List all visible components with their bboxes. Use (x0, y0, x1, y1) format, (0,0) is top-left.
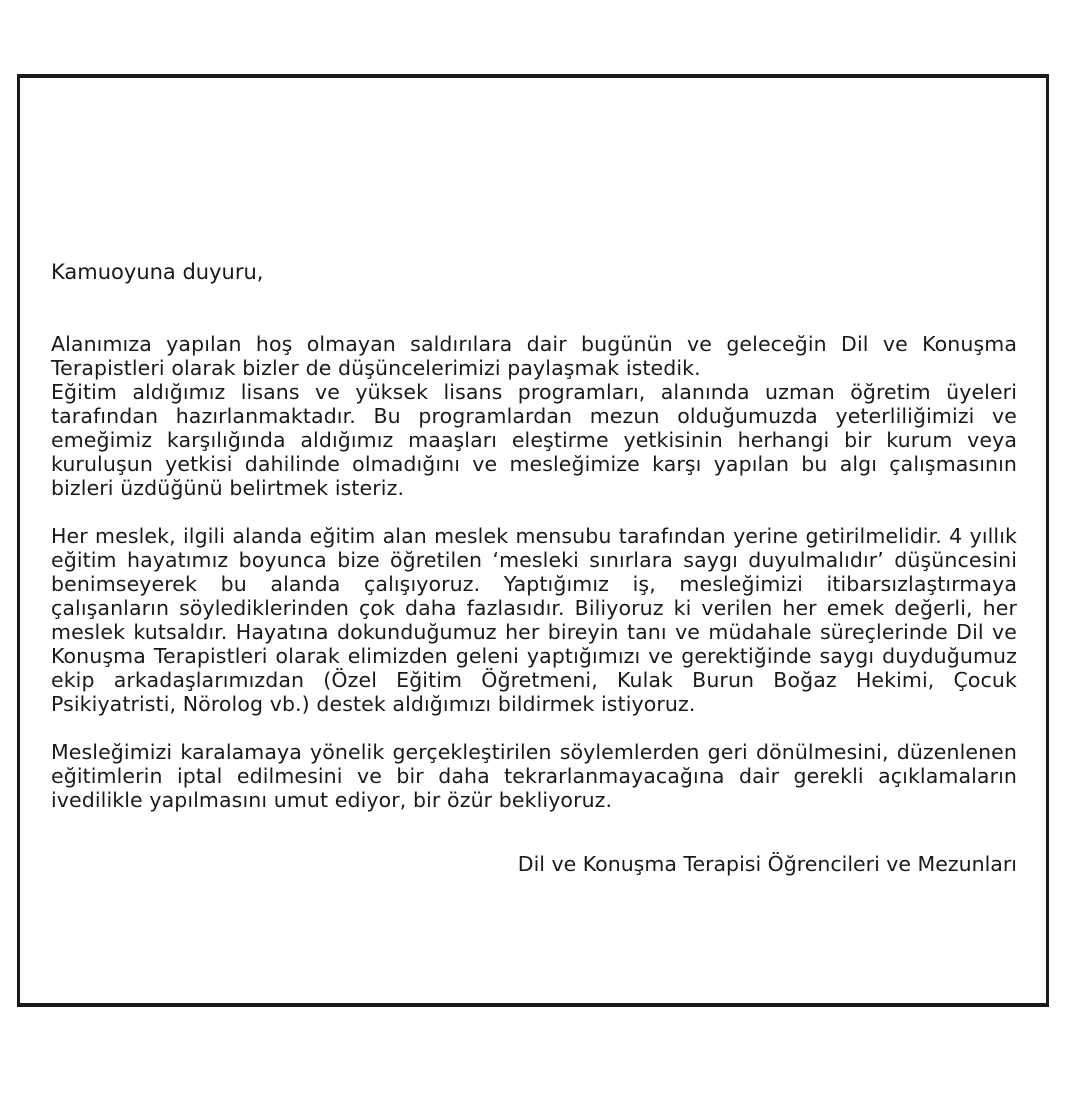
announcement-frame (17, 74, 1049, 1007)
paragraph-profession: Her meslek, ilgili alanda eğitim alan meslek mensubu tarafından yerine getirilmelidir. 4 yıllık eğitim hayatımız boyunca bize öğretilen ‘mesleki sınırlara saygı duyulmalıdır’ düşüncesini benimseyerek bu alanda çalışıyoruz. Yaptığımız iş, mesleğimizi itibarsızlaştırmaya çalışanların söylediklerinden çok daha fazlasıdır. Biliyoruz ki verilen her emek değerli, her meslek kutsaldır. Hayatına dokunduğumuz her bireyin tanı ve müdahale süreçlerinde Dil ve Konuşma Terapistleri olarak elimizden geleni yaptığımızı ve gerektiğinde saygı duyduğumuz ekip arkadaşlarımızdan (Özel Eğitim Öğretmeni, Kulak Burun Boğaz Hekimi, Çocuk Psikiyatristi, Nörolog vb.) destek aldığımızı bildirmek istiyoruz. (51, 524, 1017, 716)
announcement-body (51, 260, 1017, 876)
paragraph-demand: Mesleğimizi karalamaya yönelik gerçekleştirilen söylemlerden geri dönülmesini, düzenlenen eğitimlerin iptal edilmesini ve bir daha tekrarlanmayacağına dair gerekli açıklamaların ivedilikle yapılmasını umut ediyor, bir özür bekliyoruz. (51, 740, 1017, 812)
salutation: Kamuoyuna duyuru, (51, 260, 264, 284)
signature: Dil ve Konuşma Terapisi Öğrencileri ve Mezunları (517, 852, 1017, 876)
paragraph-education: Eğitim aldığımız lisans ve yüksek lisans programları, alanında uzman öğretim üyeleri tarafından hazırlanmaktadır. Bu programlardan mezun olduğumuzda yeterliliğimizi ve emeğimiz karşılığında aldığımız maaşları eleştirme yetkisinin herhangi bir kurum veya kuruluşun yetkisi dahilinde olmadığını ve mesleğimize karşı yapılan bu algı çalışmasının bizleri üzdüğünü belirtmek isteriz. (51, 380, 1017, 500)
paragraph-intro: Alanımıza yapılan hoş olmayan saldırılara dair bugünün ve geleceğin Dil ve Konuşma Terapistleri olarak bizler de düşüncelerimizi paylaşmak istedik. (51, 332, 1017, 380)
